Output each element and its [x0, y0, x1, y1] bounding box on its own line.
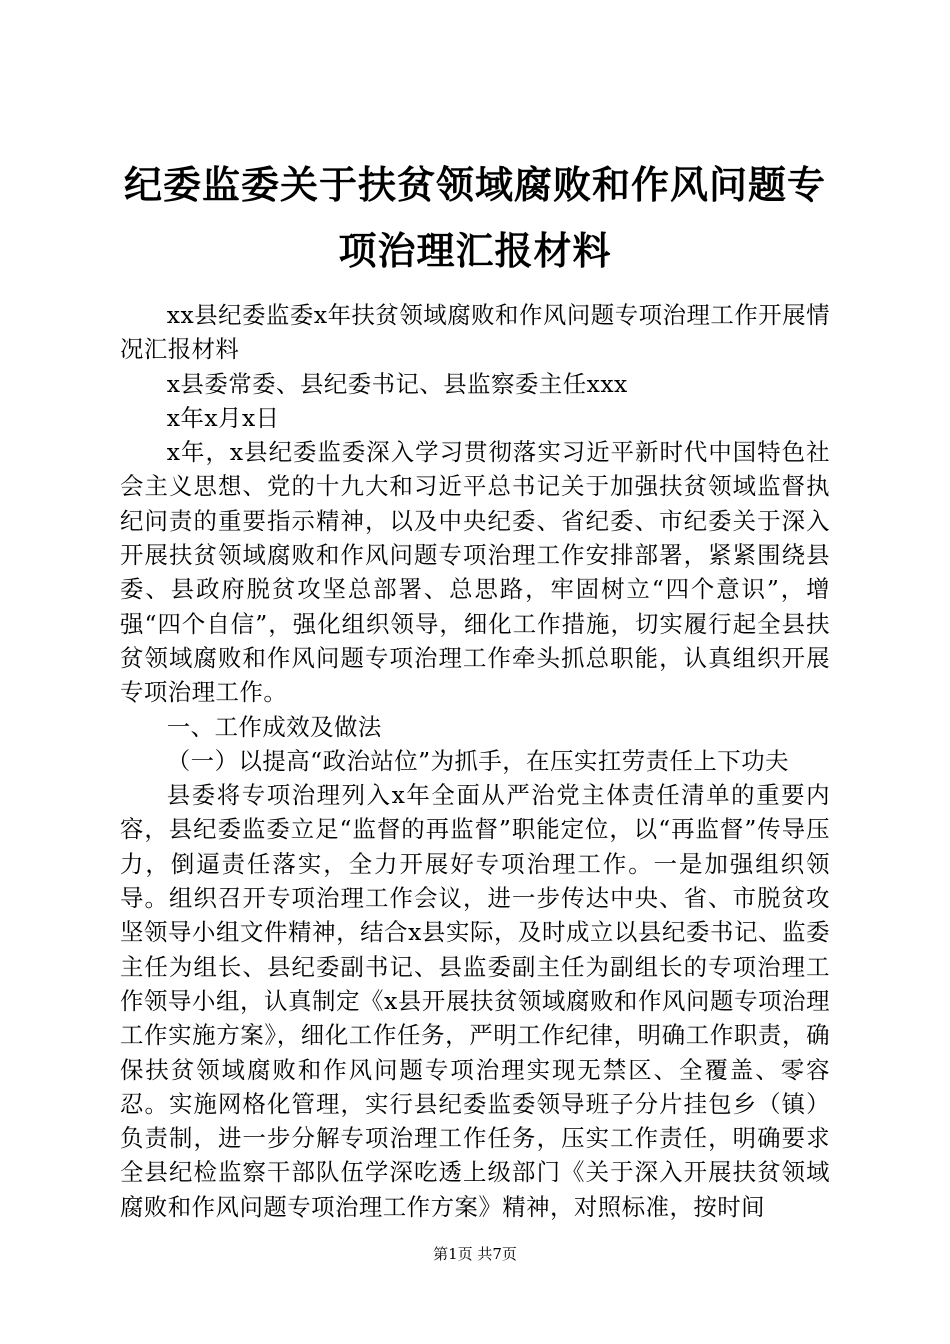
body-paragraph: 县委将专项治理列入x年全面从严治党主体责任清单的重要内容，县纪委监委立足“监督的再监督”职能定位，以“再监督”传导压力，倒逼责任落实，全力开展好专项治理工作。一是加强组织领导。组织召开专项治理工作会议，进一步传达中央、省、市脱贫攻坚领导小组文件精神，结合x县实际，及时成立以县纪委书记、监委主任为组长、县纪委副书记、县监委副主任为副组长的专项治理工作领导小组，认真制定《x县开展扶贫领域腐败和作风问题专项治理工作实施方案》，细化工作任务，严明工作纪律，明确工作职责，确保扶贫领域腐败和作风问题专项治理实现无禁区、全覆盖、零容忍。实施网格化管理，实行县纪委监委领导班子分片挂包乡（镇）负责制，进一步分解专项治理工作任务，压实工作责任，明确要求全县纪检监察干部队伍学深吃透上级部门《关于深入开展扶贫领域腐败和作风问题专项治理工作方案》精神，对照标准，按时间	[120, 781, 830, 1221]
section-heading: 一、工作成效及做法	[166, 712, 382, 741]
date-line: x年x月x日	[166, 403, 280, 432]
intro-paragraph: x年，x县纪委监委深入学习贯彻落实习近平新时代中国特色社会主义思想、党的十九大和习近平总书记关于加强扶贫领域监督执纪问责的重要指示精神，以及中央纪委、省纪委、市纪委关于深入开展扶贫领域腐败和作风问题专项治理工作安排部署，紧紧围绕县委、县政府脱贫攻坚总部署、总思路，牢固树立“四个意识”，增强“四个自信”，强化组织领导，细化工作措施，切实履行起全县扶贫领域腐败和作风问题专项治理工作牵头抓总职能，认真组织开展专项治理工作。	[120, 438, 830, 707]
report-heading: xx县纪委监委x年扶贫领域腐败和作风问题专项治理工作开展情况汇报材料	[120, 301, 830, 364]
document-title: 纪委监委关于扶贫领域腐败和作风问题专项治理汇报材料	[123, 162, 826, 273]
page-number: 第1页 共7页	[433, 1245, 517, 1263]
document-body	[120, 298, 830, 1224]
author-line: x县委常委、县纪委书记、县监察委主任xxx	[166, 369, 628, 398]
subsection-heading: （一）以提高“政治站位”为抓手，在压实扛劳责任上下功夫	[166, 746, 789, 775]
